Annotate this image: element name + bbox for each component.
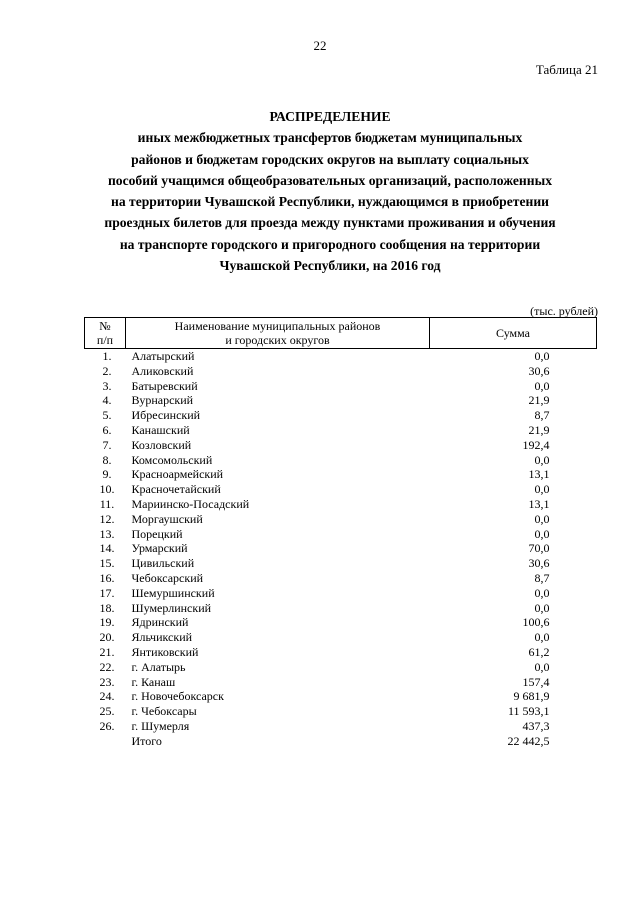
- table-row: [85, 571, 597, 586]
- distribution-table: [84, 317, 597, 749]
- row-name: Красноармейский: [131, 467, 224, 482]
- row-sum: 30,6: [528, 556, 550, 571]
- row-number: 5.: [102, 408, 112, 423]
- row-number: 4.: [102, 393, 112, 408]
- title-line: проездных билетов для проезда между пунктами проживания и обучения: [104, 215, 556, 231]
- table-row: [85, 393, 597, 408]
- row-sum: 0,0: [534, 349, 550, 363]
- table-row: [85, 379, 597, 394]
- table-row: [85, 689, 597, 704]
- row-sum: 0,0: [534, 482, 550, 497]
- row-sum: 0,0: [534, 526, 550, 541]
- row-sum: 157,4: [522, 674, 550, 689]
- title-line: районов и бюджетам городских округов на выплату социальных: [131, 151, 529, 167]
- row-name: Алатырский: [131, 349, 195, 363]
- row-name: Ядринский: [131, 615, 189, 630]
- header-sum: Сумма: [430, 318, 597, 349]
- header-number: [85, 318, 126, 349]
- row-sum: 0,0: [534, 585, 550, 600]
- row-sum: 9 681,9: [513, 689, 550, 704]
- row-sum: 0,0: [534, 659, 550, 674]
- title-line: пособий учащимся общеобразовательных организаций, расположенных: [107, 172, 553, 188]
- table-row: [85, 497, 597, 512]
- table-row: [85, 601, 597, 616]
- row-number: 17.: [99, 585, 115, 600]
- row-number: 6.: [102, 422, 112, 437]
- title-line: на территории Чувашской Республики, нуждающимся в приобретении: [111, 194, 549, 210]
- units-label: (тыс. рублей): [530, 304, 598, 318]
- table-total-row: [85, 734, 597, 749]
- title-line: иных межбюджетных трансфертов бюджетам муниципальных: [137, 130, 523, 146]
- table-row: [85, 527, 597, 542]
- row-name: Урмарский: [131, 541, 188, 556]
- total-sum: 22 442,5: [507, 733, 550, 748]
- row-name: г. Новочебоксарск: [131, 689, 224, 704]
- row-number: 12.: [99, 511, 115, 526]
- row-number: 22.: [99, 659, 115, 674]
- row-name: Ибресинский: [131, 408, 201, 423]
- row-number: 8.: [102, 452, 112, 467]
- row-name: Моргаушский: [131, 511, 203, 526]
- row-sum: 0,0: [534, 511, 550, 526]
- document-title: [60, 106, 600, 276]
- row-sum: 0,0: [534, 630, 550, 645]
- row-name: Вурнарский: [131, 393, 194, 408]
- row-sum: 30,6: [528, 363, 550, 378]
- row-name: Комсомольский: [131, 452, 213, 467]
- header-number-line2: п/п: [96, 333, 114, 347]
- row-sum: 192,4: [522, 437, 550, 452]
- row-number: 20.: [99, 630, 115, 645]
- table-row: [85, 408, 597, 423]
- table-row: [85, 423, 597, 438]
- row-sum: 61,2: [528, 644, 550, 659]
- row-name: г. Алатырь: [131, 659, 186, 674]
- row-sum: 21,9: [528, 393, 550, 408]
- row-sum: 0,0: [534, 378, 550, 393]
- row-number: 3.: [102, 378, 112, 393]
- table-header-row: [85, 318, 597, 349]
- row-number: 9.: [102, 467, 112, 482]
- row-name: Яльчикский: [131, 630, 193, 645]
- table-row: [85, 645, 597, 660]
- header-name: [126, 318, 430, 349]
- table-row: [85, 512, 597, 527]
- row-sum: 8,7: [534, 570, 550, 585]
- title-line: Чувашской Республики, на 2016 год: [219, 258, 441, 274]
- row-sum: 8,7: [534, 408, 550, 423]
- row-sum: 13,1: [528, 467, 550, 482]
- table-row: [85, 615, 597, 630]
- table-row: [85, 660, 597, 675]
- table-label: Таблица 21: [535, 62, 598, 77]
- row-sum: 11 593,1: [507, 704, 550, 719]
- row-number: 23.: [99, 674, 115, 689]
- page-number: 22: [313, 38, 327, 53]
- table-row: [85, 482, 597, 497]
- row-number: 1.: [102, 349, 112, 363]
- table-row: [85, 453, 597, 468]
- row-number: 7.: [102, 437, 112, 452]
- header-number-line1: №: [99, 319, 111, 333]
- header-name-line1: Наименование муниципальных районов: [174, 319, 381, 333]
- table-row: [85, 467, 597, 482]
- row-number: 24.: [99, 689, 115, 704]
- row-name: г. Чебоксары: [131, 704, 197, 719]
- row-sum: 21,9: [528, 422, 550, 437]
- row-sum: 0,0: [534, 452, 550, 467]
- row-number: 13.: [99, 526, 115, 541]
- row-number: 25.: [99, 704, 115, 719]
- row-number: 18.: [99, 600, 115, 615]
- row-name: Аликовский: [131, 363, 194, 378]
- row-sum: 70,0: [528, 541, 550, 556]
- table-row: [85, 364, 597, 379]
- table-row: [85, 704, 597, 719]
- table-row: [85, 719, 597, 734]
- table-row: [85, 586, 597, 601]
- row-number: 10.: [99, 482, 115, 497]
- row-name: г. Шумерля: [131, 718, 190, 733]
- header-name-line2: и городских округов: [225, 333, 330, 347]
- row-name: Красночетайский: [131, 482, 221, 497]
- table-row: [85, 349, 597, 364]
- row-name: Шумерлинский: [131, 600, 212, 615]
- row-name: Чебоксарский: [131, 570, 204, 585]
- row-sum: 100,6: [522, 615, 550, 630]
- row-name: Порецкий: [131, 526, 183, 541]
- title-heading: РАСПРЕДЕЛЕНИЕ: [269, 109, 391, 124]
- row-number: 21.: [99, 644, 115, 659]
- row-number: 14.: [99, 541, 115, 556]
- row-number: 19.: [99, 615, 115, 630]
- total-number: [85, 734, 126, 749]
- row-number: 11.: [99, 496, 115, 511]
- table-row: [85, 630, 597, 645]
- row-name: Батыревский: [131, 378, 198, 393]
- row-number: 2.: [102, 363, 112, 378]
- row-sum: 13,1: [528, 496, 550, 511]
- row-number: 15.: [99, 556, 115, 571]
- row-name: Козловский: [131, 437, 192, 452]
- row-name: Канашский: [131, 422, 190, 437]
- row-number: 26.: [99, 718, 115, 733]
- table-row: [85, 675, 597, 690]
- row-name: Цивильский: [131, 556, 195, 571]
- table-row: [85, 556, 597, 571]
- row-name: г. Канаш: [131, 674, 176, 689]
- row-sum: 0,0: [534, 600, 550, 615]
- row-number: 16.: [99, 570, 115, 585]
- total-label: Итого: [131, 733, 162, 748]
- row-name: Мариинско-Посадский: [131, 496, 250, 511]
- title-line: на транспорте городского и пригородного сообщения на территории: [119, 236, 541, 252]
- table-row: [85, 541, 597, 556]
- table-body: [85, 349, 597, 749]
- row-name: Шемуршинский: [131, 585, 215, 600]
- row-name: Янтиковский: [131, 644, 199, 659]
- table-row: [85, 438, 597, 453]
- row-sum: 437,3: [522, 718, 550, 733]
